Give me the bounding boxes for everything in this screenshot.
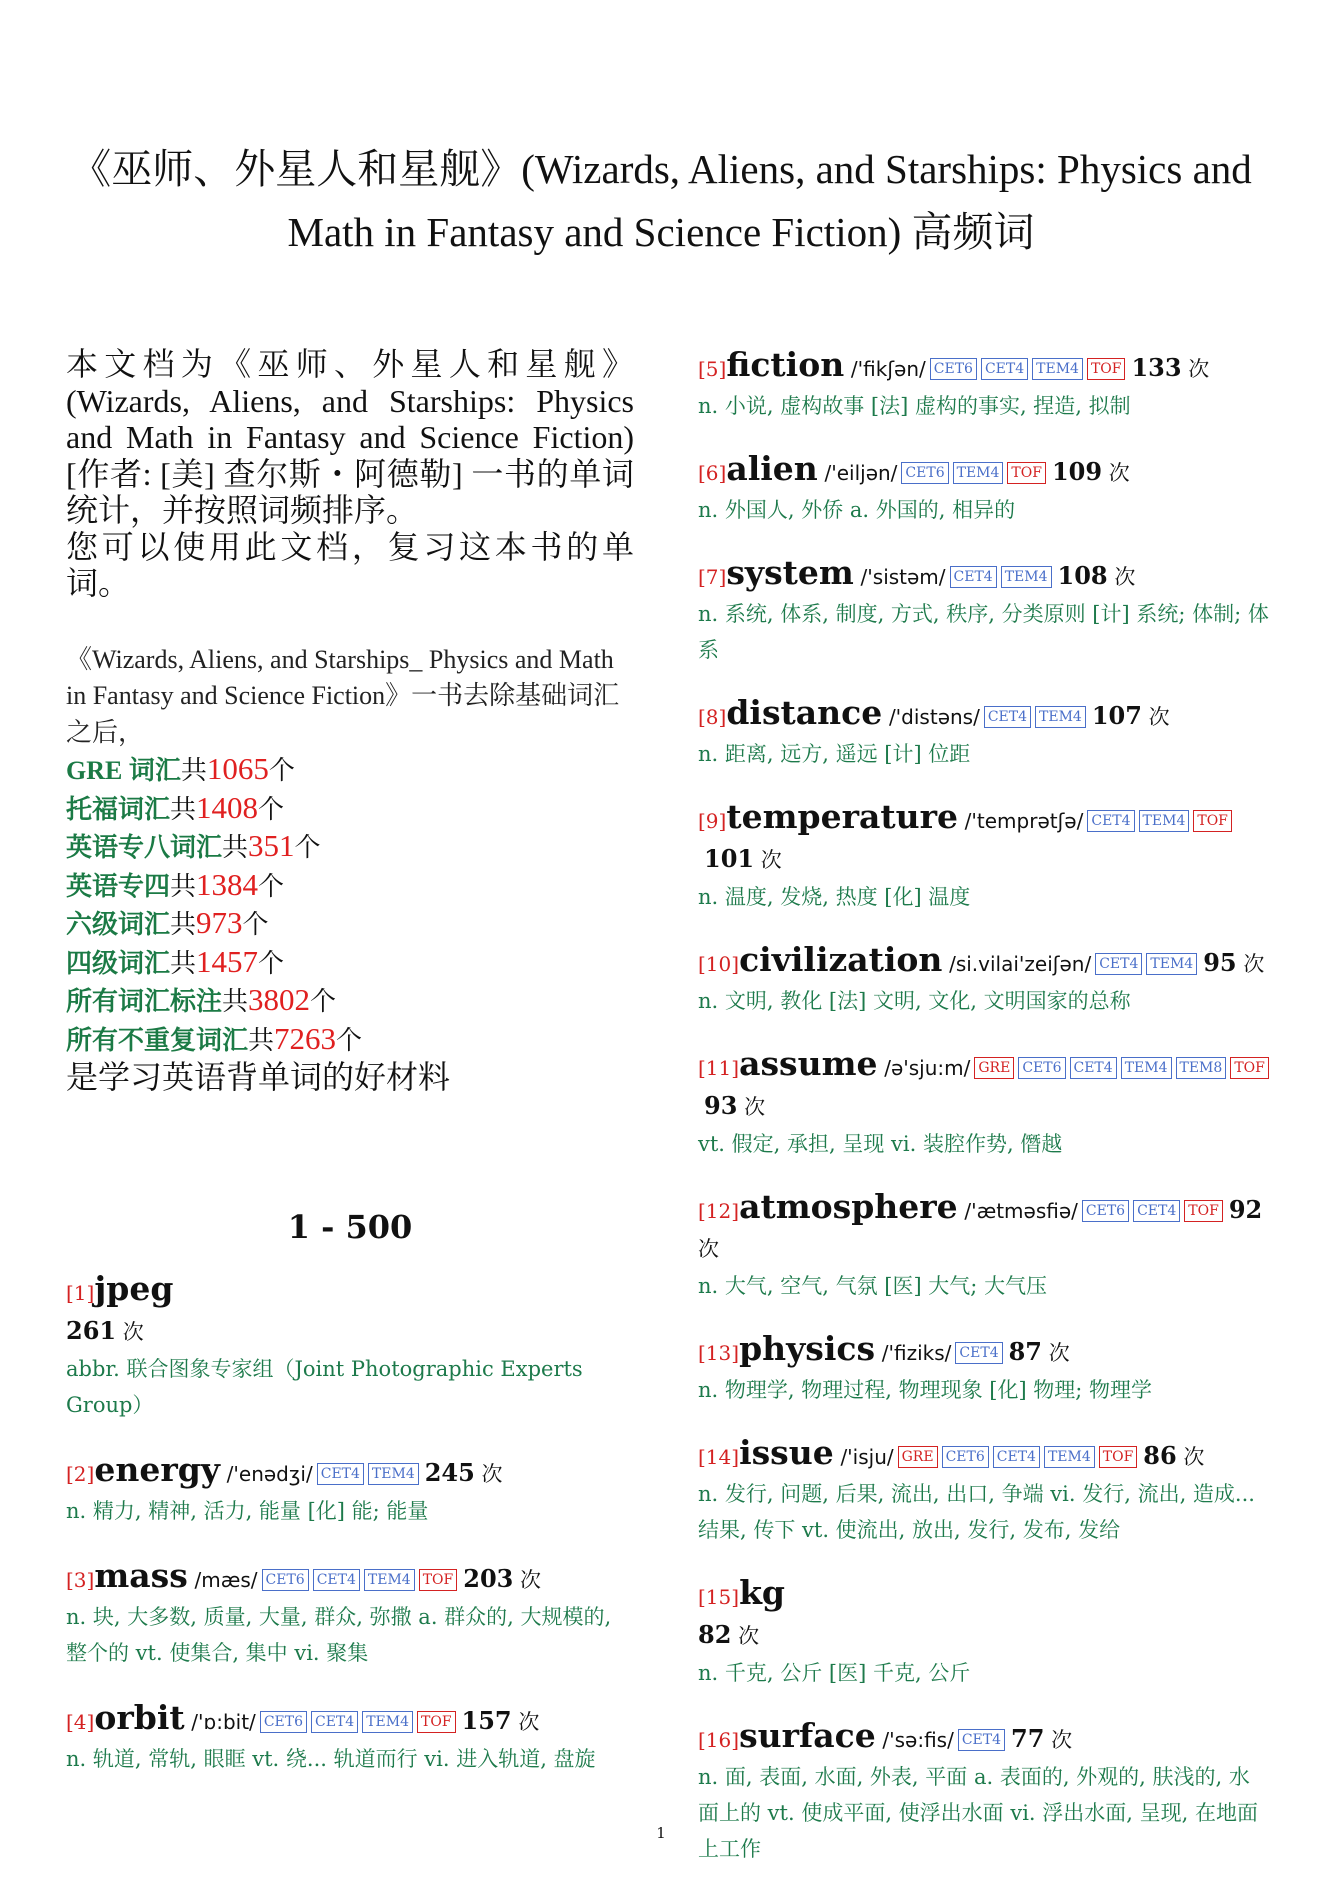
entry-count: 95 — [1203, 948, 1237, 977]
entry-count-unit: 次 — [122, 1320, 144, 1344]
entry-word: assume — [739, 1044, 878, 1083]
level-tag: TOF — [1230, 1057, 1269, 1079]
level-tag: TEM8 — [1176, 1057, 1227, 1079]
stat-mid: 共 — [170, 910, 197, 939]
page-title: 《巫师、外星人和星舰》(Wizards, Aliens, and Starships: Physics and Math in Fantasy and Science Fiction) 高频词 — [70, 146, 1252, 255]
word-entry — [698, 1188, 1270, 1304]
entry-count-unit: 次 — [1183, 1445, 1205, 1469]
stat-label: 英语专四 — [66, 871, 171, 901]
level-tag: CET6 — [1082, 1200, 1129, 1222]
word-entry — [698, 554, 1270, 668]
entry-headline — [698, 1330, 1270, 1372]
stat-label: 所有词汇标注 — [66, 987, 223, 1016]
entry-count-unit: 次 — [518, 1710, 540, 1734]
level-tag: CET6 — [942, 1446, 989, 1468]
entry-count-unit: 次 — [1148, 705, 1170, 729]
stat-suffix: 个 — [336, 1025, 363, 1055]
word-entry — [66, 1451, 634, 1529]
entry-count-unit: 次 — [1048, 1341, 1070, 1365]
level-tag: CET6 — [901, 462, 948, 484]
stat-suffix: 个 — [258, 871, 285, 901]
intro-paragraph-2: 您可以使用此文档，复习这本书的单词。 — [66, 528, 634, 601]
word-entry — [698, 1045, 1270, 1162]
level-tag: CET4 — [993, 1446, 1040, 1468]
entry-count: 203 — [463, 1564, 514, 1593]
entry-count: 101 — [704, 844, 755, 873]
entry-definition: abbr. 联合图象专家组（Joint Photographic Experts Group） — [66, 1357, 583, 1417]
stat-value: 1384 — [196, 866, 259, 902]
word-entry — [66, 1557, 634, 1671]
entry-index: [15] — [698, 1585, 740, 1609]
entry-index: [4] — [66, 1710, 95, 1734]
stat-label: 六级词汇 — [66, 910, 171, 939]
entry-index: [2] — [66, 1462, 95, 1486]
entry-word: fiction — [726, 345, 845, 384]
stat-mid: 共 — [222, 833, 249, 862]
entry-index: [7] — [698, 565, 727, 589]
stat-row — [66, 790, 634, 829]
entry-word: surface — [739, 1716, 876, 1755]
word-entry — [698, 1717, 1270, 1867]
level-tag: TOF — [1193, 810, 1232, 832]
entries-left — [66, 1270, 634, 1777]
entry-count-unit: 次 — [1188, 357, 1210, 381]
level-tag: CET4 — [981, 358, 1028, 380]
level-tag: CET4 — [1095, 953, 1142, 975]
entry-definition: n. 发行, 问题, 后果, 流出, 出口, 争端 vi. 发行, 流出, 造成... 结果, 传下 vt. 使流出, 放出, 发行, 发布, 发给 — [698, 1482, 1255, 1542]
range-title: 1 - 500 — [287, 1208, 413, 1246]
entry-definition: n. 温度, 发烧, 热度 [化] 温度 — [698, 885, 971, 909]
entry-definition: n. 距离, 远方, 遥远 [计] 位距 — [698, 742, 971, 766]
stat-label: 四级词汇 — [66, 948, 171, 978]
entry-word: physics — [739, 1329, 876, 1368]
entry-headline — [698, 1717, 1270, 1759]
stat-row — [66, 944, 634, 983]
entry-count-unit: 次 — [1051, 1728, 1073, 1752]
entry-word: civilization — [739, 940, 943, 979]
stat-suffix: 个 — [268, 756, 295, 785]
level-tag: TEM4 — [362, 1711, 413, 1733]
entry-count-unit: 次 — [481, 1462, 503, 1486]
entry-headline — [66, 1270, 634, 1351]
entry-definition: n. 千克, 公斤 [医] 千克, 公斤 — [698, 1661, 971, 1685]
level-tag: TEM4 — [1139, 810, 1190, 832]
word-entry — [698, 346, 1270, 424]
stat-mid: 共 — [248, 1025, 275, 1055]
stat-suffix: 个 — [310, 987, 337, 1016]
level-tag: TOF — [1087, 358, 1126, 380]
entry-count: 92 — [1228, 1195, 1263, 1224]
entry-count: 245 — [424, 1458, 475, 1487]
level-tag: CET4 — [955, 1342, 1002, 1364]
entry-count: 107 — [1091, 701, 1142, 730]
entry-phonetic: /mæs/ — [194, 1568, 258, 1592]
stat-row — [66, 905, 634, 944]
entry-count: 157 — [461, 1706, 512, 1735]
word-entry — [66, 1270, 634, 1423]
level-tag: GRE — [974, 1057, 1014, 1079]
entry-count-unit: 次 — [1114, 565, 1136, 589]
stat-label: GRE 词汇 — [66, 756, 181, 785]
level-tag: TEM4 — [1146, 953, 1197, 975]
stat-suffix: 个 — [242, 910, 269, 939]
stat-label: 英语专八词汇 — [66, 833, 223, 862]
entry-index: [6] — [698, 461, 727, 485]
entry-count-unit: 次 — [738, 1624, 760, 1648]
level-tag: CET6 — [260, 1711, 307, 1733]
entry-word: atmosphere — [739, 1187, 958, 1226]
level-tag: TEM4 — [1035, 706, 1086, 728]
word-entry — [698, 1434, 1270, 1548]
stat-mid: 共 — [180, 756, 207, 785]
level-tag: CET4 — [984, 706, 1031, 728]
entry-phonetic: /'fiziks/ — [881, 1341, 952, 1365]
entry-headline — [66, 1451, 634, 1493]
level-tag: TOF — [417, 1711, 456, 1733]
entry-definition: vt. 假定, 承担, 呈现 vi. 装腔作势, 僭越 — [698, 1132, 1063, 1156]
entry-definition: n. 大气, 空气, 气氛 [医] 大气; 大气压 — [698, 1274, 1048, 1298]
entry-definition: n. 文明, 教化 [法] 文明, 文化, 文明国家的总称 — [698, 989, 1131, 1013]
entry-headline — [698, 554, 1270, 596]
intro-subtext: 《Wizards, Aliens, and Starships_ Physics and Math in Fantasy and Science Fiction》一书去除基础词汇之后， — [66, 644, 620, 747]
level-tag: CET4 — [958, 1729, 1005, 1751]
level-tag: CET4 — [1087, 810, 1134, 832]
entry-definition: n. 外国人, 外侨 a. 外国的, 相异的 — [698, 498, 1016, 522]
entry-word: kg — [739, 1573, 786, 1612]
stat-value: 1457 — [196, 943, 259, 979]
level-tag: TOF — [419, 1569, 458, 1591]
entry-definition: n. 精力, 精神, 活力, 能量 [化] 能; 能量 — [66, 1499, 429, 1523]
entry-index: [1] — [66, 1281, 95, 1305]
entry-headline — [66, 1699, 634, 1741]
entry-count-unit: 次 — [744, 1095, 766, 1119]
level-tag: TEM4 — [368, 1463, 419, 1485]
entry-count-unit: 次 — [1108, 461, 1130, 485]
intro-paragraph: 本文档为《巫师、外星人和星舰》(Wizards, Aliens, and Starships: Physics and Math in Fantasy and Science Fiction)[作者: [美] 查尔斯・阿德勒] 一书的单词统计，并按照词频排序。 — [66, 346, 634, 528]
entry-definition: n. 系统, 体系, 制度, 方式, 秩序, 分类原则 [计] 系统; 体制; 体系 — [698, 602, 1269, 662]
entry-headline — [698, 1045, 1270, 1126]
entry-word: system — [726, 553, 854, 592]
entry-definition: n. 面, 表面, 水面, 外表, 平面 a. 表面的, 外观的, 肤浅的, 水面上的 vt. 使成平面, 使浮出水面 vi. 浮出水面, 呈现, 在地面上工作 — [698, 1765, 1258, 1861]
word-entry — [698, 1330, 1270, 1408]
level-tag: TEM4 — [1044, 1446, 1095, 1468]
stat-value: 351 — [248, 828, 295, 863]
entry-count: 82 — [698, 1620, 732, 1649]
entry-count: 109 — [1051, 457, 1103, 486]
left-column — [66, 346, 634, 1805]
entry-index: [14] — [698, 1445, 740, 1469]
level-tag: TEM4 — [1032, 358, 1083, 380]
entry-phonetic: /'sə:fis/ — [882, 1728, 954, 1752]
entry-index: [3] — [66, 1568, 95, 1592]
entry-phonetic: /'ætməsfiə/ — [964, 1199, 1078, 1223]
entry-count-unit: 次 — [760, 848, 782, 872]
entry-phonetic: /'temprətʃə/ — [964, 809, 1084, 833]
entry-word: mass — [94, 1556, 188, 1595]
stat-row — [66, 751, 634, 790]
entry-definition: n. 小说, 虚构故事 [法] 虚构的事实, 捏造, 拟制 — [698, 394, 1131, 418]
entry-count: 261 — [66, 1316, 117, 1345]
word-entry — [698, 694, 1270, 772]
stat-value: 3802 — [248, 982, 311, 1017]
entry-headline — [698, 346, 1270, 388]
stat-value: 7263 — [274, 1020, 337, 1056]
entry-count-unit: 次 — [520, 1568, 542, 1592]
entry-headline — [698, 1574, 1270, 1655]
entry-phonetic: /'isju/ — [840, 1445, 894, 1469]
level-tag: TEM4 — [953, 462, 1004, 484]
entry-headline — [66, 1557, 634, 1599]
entry-word: distance — [726, 693, 883, 732]
level-tag: CET4 — [313, 1569, 360, 1591]
stat-suffix: 个 — [258, 948, 285, 978]
entry-word: issue — [739, 1433, 834, 1472]
entry-word: orbit — [94, 1698, 185, 1737]
level-tag: CET4 — [311, 1711, 358, 1733]
entry-count: 86 — [1143, 1441, 1177, 1470]
entry-index: [13] — [698, 1341, 740, 1365]
entry-headline — [698, 450, 1270, 492]
word-entry — [698, 798, 1270, 915]
entry-word: alien — [726, 449, 818, 488]
stat-label: 所有不重复词汇 — [66, 1025, 249, 1055]
entry-count: 108 — [1057, 561, 1108, 590]
level-tag: CET6 — [262, 1569, 309, 1591]
entry-definition: n. 物理学, 物理过程, 物理现象 [化] 物理; 物理学 — [698, 1378, 1153, 1402]
level-tag: CET4 — [1133, 1200, 1180, 1222]
level-tag: TEM4 — [1121, 1057, 1172, 1079]
entry-phonetic: /si.vilai'zeiʃən/ — [949, 952, 1092, 976]
entry-index: [16] — [698, 1728, 740, 1752]
entry-index: [9] — [698, 809, 727, 833]
entry-index: [12] — [698, 1199, 740, 1223]
level-tag: TEM4 — [1001, 566, 1052, 588]
entry-phonetic: /'enədʒi/ — [226, 1462, 313, 1486]
stat-mid: 共 — [222, 987, 249, 1016]
entry-phonetic: /'sistəm/ — [860, 565, 946, 589]
entry-phonetic: /'fikʃən/ — [850, 357, 926, 381]
stat-mid: 共 — [170, 948, 197, 978]
entry-headline — [698, 798, 1270, 879]
closing-line: 是学习英语背单词的好材料 — [66, 1059, 451, 1095]
right-column — [698, 346, 1270, 1893]
entry-index: [10] — [698, 952, 740, 976]
entry-count-unit: 次 — [698, 1237, 719, 1261]
word-entry — [66, 1699, 634, 1777]
stat-suffix: 个 — [258, 794, 285, 824]
word-entry — [698, 941, 1270, 1019]
entry-phonetic: /'ɒ:bit/ — [191, 1710, 256, 1734]
level-tag: CET4 — [950, 566, 997, 588]
entry-phonetic: /'eiljən/ — [824, 461, 898, 485]
entry-index: [8] — [698, 705, 727, 729]
entry-count: 77 — [1011, 1724, 1045, 1753]
stat-value: 973 — [196, 905, 243, 940]
entry-word: temperature — [726, 797, 958, 836]
level-tag: TOF — [1007, 462, 1046, 484]
stat-mid: 共 — [170, 871, 197, 901]
entry-headline — [698, 694, 1270, 736]
stat-mid: 共 — [170, 794, 197, 824]
level-tag: CET6 — [1018, 1057, 1065, 1079]
entry-headline — [698, 941, 1270, 983]
entry-index: [5] — [698, 357, 727, 381]
stat-value: 1408 — [196, 789, 259, 825]
entry-headline — [698, 1188, 1270, 1268]
level-tag: GRE — [898, 1446, 938, 1468]
level-tag: CET4 — [1070, 1057, 1117, 1079]
stat-row — [66, 867, 634, 906]
entry-count: 93 — [704, 1091, 738, 1120]
level-tag: TEM4 — [364, 1569, 415, 1591]
stat-suffix: 个 — [294, 833, 321, 862]
stat-row — [66, 828, 634, 867]
level-tag: CET4 — [317, 1463, 364, 1485]
entry-phonetic: /ə'sju:m/ — [884, 1056, 971, 1080]
entry-headline — [698, 1434, 1270, 1476]
entry-word: energy — [94, 1450, 220, 1489]
entry-word: jpeg — [94, 1269, 174, 1308]
stats-list — [66, 751, 634, 1059]
word-entry — [698, 1574, 1270, 1691]
stat-label: 托福词汇 — [66, 794, 171, 824]
entries-right — [698, 346, 1270, 1867]
entry-count: 133 — [1131, 353, 1182, 382]
entry-count-unit: 次 — [1243, 952, 1265, 976]
level-tag: TOF — [1099, 1446, 1138, 1468]
stat-row — [66, 1021, 634, 1060]
level-tag: TOF — [1184, 1200, 1223, 1222]
entry-index: [11] — [698, 1056, 740, 1080]
stat-value: 1065 — [206, 751, 269, 786]
level-tag: CET6 — [930, 358, 977, 380]
page-number: 1 — [656, 1824, 666, 1842]
entry-definition: n. 块, 大多数, 质量, 大量, 群众, 弥撒 a. 群众的, 大规模的, 整个的 vt. 使集合, 集中 vi. 聚集 — [66, 1605, 612, 1665]
entry-phonetic: /'distəns/ — [888, 705, 980, 729]
entry-count: 87 — [1008, 1337, 1043, 1366]
stat-row — [66, 982, 634, 1021]
entry-definition: n. 轨道, 常轨, 眼眶 vt. 绕... 轨道而行 vi. 进入轨道, 盘旋 — [66, 1747, 596, 1771]
word-entry — [698, 450, 1270, 528]
